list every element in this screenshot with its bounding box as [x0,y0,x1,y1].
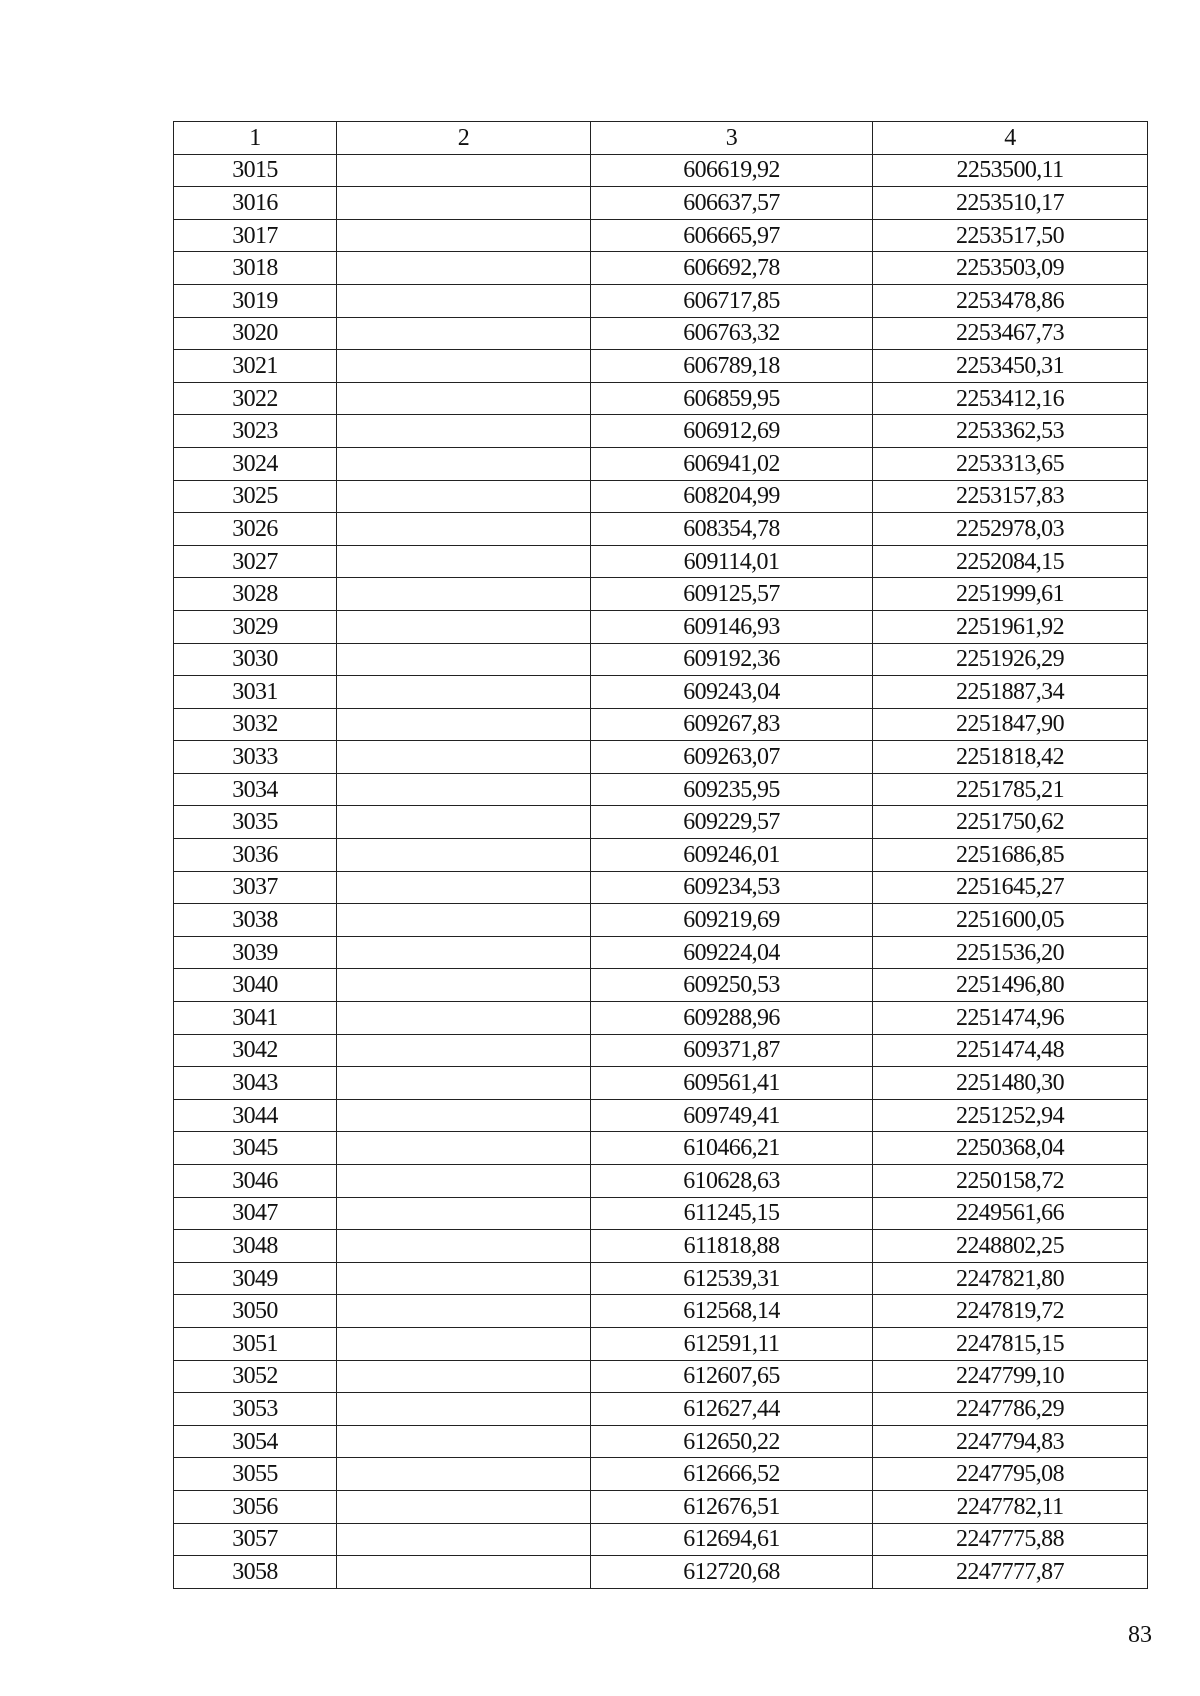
point-number-cell: 3040 [174,969,337,1002]
point-number-cell: 3019 [174,284,337,317]
y-coordinate-cell: 2251474,96 [873,1002,1148,1035]
column-header-2: 2 [337,122,591,155]
y-coordinate-cell: 2253503,09 [873,252,1148,285]
empty-cell [337,904,591,937]
empty-cell [337,382,591,415]
point-number-cell: 3026 [174,513,337,546]
empty-cell [337,1262,591,1295]
empty-cell [337,1327,591,1360]
table-row [174,1067,1148,1100]
point-number-cell: 3046 [174,1165,337,1198]
x-coordinate-cell: 609250,53 [591,969,873,1002]
y-coordinate-cell: 2247782,11 [873,1490,1148,1523]
table-row [174,350,1148,383]
point-number-cell: 3051 [174,1327,337,1360]
y-coordinate-cell: 2252084,15 [873,545,1148,578]
point-number-cell: 3044 [174,1099,337,1132]
table-row [174,1425,1148,1458]
y-coordinate-cell: 2253517,50 [873,219,1148,252]
empty-cell [337,219,591,252]
point-number-cell: 3049 [174,1262,337,1295]
point-number-cell: 3034 [174,773,337,806]
x-coordinate-cell: 609234,53 [591,871,873,904]
table-row [174,219,1148,252]
empty-cell [337,676,591,709]
table-row [174,447,1148,480]
table-row [174,1034,1148,1067]
y-coordinate-cell: 2251252,94 [873,1099,1148,1132]
y-coordinate-cell: 2253467,73 [873,317,1148,350]
empty-cell [337,415,591,448]
point-number-cell: 3048 [174,1230,337,1263]
empty-cell [337,284,591,317]
x-coordinate-cell: 611818,88 [591,1230,873,1263]
table-row [174,773,1148,806]
table-row [174,154,1148,187]
point-number-cell: 3052 [174,1360,337,1393]
point-number-cell: 3038 [174,904,337,937]
empty-cell [337,1197,591,1230]
column-header-1: 1 [174,122,337,155]
x-coordinate-cell: 606692,78 [591,252,873,285]
empty-cell [337,806,591,839]
table-row [174,1002,1148,1035]
empty-cell [337,839,591,872]
table-row [174,415,1148,448]
x-coordinate-cell: 606912,69 [591,415,873,448]
y-coordinate-cell: 2253450,31 [873,350,1148,383]
x-coordinate-cell: 609371,87 [591,1034,873,1067]
table-row [174,1458,1148,1491]
table-row [174,708,1148,741]
point-number-cell: 3018 [174,252,337,285]
x-coordinate-cell: 609146,93 [591,610,873,643]
point-number-cell: 3023 [174,415,337,448]
y-coordinate-cell: 2253510,17 [873,187,1148,220]
table-row [174,1523,1148,1556]
y-coordinate-cell: 2247775,88 [873,1523,1148,1556]
point-number-cell: 3030 [174,643,337,676]
x-coordinate-cell: 609749,41 [591,1099,873,1132]
table-row [174,1295,1148,1328]
point-number-cell: 3058 [174,1556,337,1589]
table-row [174,1490,1148,1523]
empty-cell [337,187,591,220]
x-coordinate-cell: 608354,78 [591,513,873,546]
empty-cell [337,741,591,774]
empty-cell [337,350,591,383]
y-coordinate-cell: 2250368,04 [873,1132,1148,1165]
point-number-cell: 3056 [174,1490,337,1523]
table-row [174,578,1148,611]
empty-cell [337,1034,591,1067]
table-row [174,480,1148,513]
x-coordinate-cell: 606637,57 [591,187,873,220]
table-row [174,904,1148,937]
x-coordinate-cell: 606763,32 [591,317,873,350]
empty-cell [337,936,591,969]
empty-cell [337,1360,591,1393]
empty-cell [337,1295,591,1328]
x-coordinate-cell: 612666,52 [591,1458,873,1491]
x-coordinate-cell: 609243,04 [591,676,873,709]
point-number-cell: 3050 [174,1295,337,1328]
y-coordinate-cell: 2253412,16 [873,382,1148,415]
x-coordinate-cell: 609219,69 [591,904,873,937]
table-row [174,545,1148,578]
y-coordinate-cell: 2247795,08 [873,1458,1148,1491]
y-coordinate-cell: 2247794,83 [873,1425,1148,1458]
table-row [174,806,1148,839]
empty-cell [337,1099,591,1132]
point-number-cell: 3036 [174,839,337,872]
x-coordinate-cell: 612676,51 [591,1490,873,1523]
x-coordinate-cell: 606859,95 [591,382,873,415]
table-row [174,1132,1148,1165]
x-coordinate-cell: 610466,21 [591,1132,873,1165]
empty-cell [337,708,591,741]
coordinates-table [173,121,1148,1589]
table-row [174,284,1148,317]
table-row [174,382,1148,415]
empty-cell [337,1067,591,1100]
point-number-cell: 3042 [174,1034,337,1067]
y-coordinate-cell: 2251847,90 [873,708,1148,741]
x-coordinate-cell: 609125,57 [591,578,873,611]
empty-cell [337,480,591,513]
table-row [174,741,1148,774]
empty-cell [337,154,591,187]
point-number-cell: 3041 [174,1002,337,1035]
table-row [174,252,1148,285]
empty-cell [337,1523,591,1556]
empty-cell [337,447,591,480]
empty-cell [337,1458,591,1491]
x-coordinate-cell: 609263,07 [591,741,873,774]
empty-cell [337,513,591,546]
point-number-cell: 3017 [174,219,337,252]
x-coordinate-cell: 612591,11 [591,1327,873,1360]
x-coordinate-cell: 606619,92 [591,154,873,187]
point-number-cell: 3053 [174,1393,337,1426]
y-coordinate-cell: 2247821,80 [873,1262,1148,1295]
empty-cell [337,969,591,1002]
point-number-cell: 3028 [174,578,337,611]
y-coordinate-cell: 2251474,48 [873,1034,1148,1067]
y-coordinate-cell: 2251887,34 [873,676,1148,709]
table-row [174,643,1148,676]
x-coordinate-cell: 609192,36 [591,643,873,676]
empty-cell [337,643,591,676]
empty-cell [337,317,591,350]
table-header-row [174,122,1148,155]
table-row [174,1327,1148,1360]
empty-cell [337,1556,591,1589]
x-coordinate-cell: 609229,57 [591,806,873,839]
y-coordinate-cell: 2253500,11 [873,154,1148,187]
x-coordinate-cell: 609561,41 [591,1067,873,1100]
empty-cell [337,610,591,643]
y-coordinate-cell: 2247819,72 [873,1295,1148,1328]
point-number-cell: 3055 [174,1458,337,1491]
y-coordinate-cell: 2251926,29 [873,643,1148,676]
table-row [174,1556,1148,1589]
x-coordinate-cell: 610628,63 [591,1165,873,1198]
x-coordinate-cell: 612694,61 [591,1523,873,1556]
y-coordinate-cell: 2251785,21 [873,773,1148,806]
point-number-cell: 3015 [174,154,337,187]
table-row [174,676,1148,709]
empty-cell [337,1165,591,1198]
y-coordinate-cell: 2252978,03 [873,513,1148,546]
x-coordinate-cell: 609288,96 [591,1002,873,1035]
point-number-cell: 3039 [174,936,337,969]
x-coordinate-cell: 612539,31 [591,1262,873,1295]
point-number-cell: 3047 [174,1197,337,1230]
y-coordinate-cell: 2247815,15 [873,1327,1148,1360]
empty-cell [337,1002,591,1035]
y-coordinate-cell: 2253157,83 [873,480,1148,513]
x-coordinate-cell: 606717,85 [591,284,873,317]
y-coordinate-cell: 2251496,80 [873,969,1148,1002]
table-row [174,317,1148,350]
table-row [174,936,1148,969]
empty-cell [337,578,591,611]
x-coordinate-cell: 609114,01 [591,545,873,578]
column-header-3: 3 [591,122,873,155]
x-coordinate-cell: 608204,99 [591,480,873,513]
x-coordinate-cell: 609267,83 [591,708,873,741]
point-number-cell: 3057 [174,1523,337,1556]
table-row [174,1197,1148,1230]
table-row [174,1360,1148,1393]
point-number-cell: 3045 [174,1132,337,1165]
empty-cell [337,1230,591,1263]
point-number-cell: 3025 [174,480,337,513]
table-row [174,871,1148,904]
y-coordinate-cell: 2251999,61 [873,578,1148,611]
table-row [174,1393,1148,1426]
y-coordinate-cell: 2249561,66 [873,1197,1148,1230]
point-number-cell: 3022 [174,382,337,415]
empty-cell [337,545,591,578]
table-row [174,969,1148,1002]
table-body [174,154,1148,1588]
point-number-cell: 3016 [174,187,337,220]
y-coordinate-cell: 2253362,53 [873,415,1148,448]
x-coordinate-cell: 612650,22 [591,1425,873,1458]
x-coordinate-cell: 609246,01 [591,839,873,872]
y-coordinate-cell: 2248802,25 [873,1230,1148,1263]
y-coordinate-cell: 2251600,05 [873,904,1148,937]
point-number-cell: 3027 [174,545,337,578]
point-number-cell: 3037 [174,871,337,904]
x-coordinate-cell: 606941,02 [591,447,873,480]
point-number-cell: 3043 [174,1067,337,1100]
empty-cell [337,871,591,904]
table-row [174,1230,1148,1263]
empty-cell [337,773,591,806]
y-coordinate-cell: 2251480,30 [873,1067,1148,1100]
y-coordinate-cell: 2253478,86 [873,284,1148,317]
y-coordinate-cell: 2253313,65 [873,447,1148,480]
point-number-cell: 3054 [174,1425,337,1458]
empty-cell [337,1490,591,1523]
y-coordinate-cell: 2250158,72 [873,1165,1148,1198]
table-row [174,1165,1148,1198]
table-row [174,187,1148,220]
point-number-cell: 3032 [174,708,337,741]
column-header-4: 4 [873,122,1148,155]
y-coordinate-cell: 2251686,85 [873,839,1148,872]
page-number: 83 [1128,1622,1152,1648]
x-coordinate-cell: 611245,15 [591,1197,873,1230]
y-coordinate-cell: 2251645,27 [873,871,1148,904]
empty-cell [337,252,591,285]
y-coordinate-cell: 2251818,42 [873,741,1148,774]
point-number-cell: 3020 [174,317,337,350]
table-row [174,839,1148,872]
y-coordinate-cell: 2251961,92 [873,610,1148,643]
table-row [174,610,1148,643]
table-row [174,1262,1148,1295]
x-coordinate-cell: 612720,68 [591,1556,873,1589]
point-number-cell: 3033 [174,741,337,774]
empty-cell [337,1132,591,1165]
point-number-cell: 3021 [174,350,337,383]
x-coordinate-cell: 612627,44 [591,1393,873,1426]
point-number-cell: 3035 [174,806,337,839]
point-number-cell: 3024 [174,447,337,480]
empty-cell [337,1425,591,1458]
x-coordinate-cell: 606665,97 [591,219,873,252]
table-row [174,513,1148,546]
y-coordinate-cell: 2247777,87 [873,1556,1148,1589]
x-coordinate-cell: 609224,04 [591,936,873,969]
y-coordinate-cell: 2247786,29 [873,1393,1148,1426]
x-coordinate-cell: 612607,65 [591,1360,873,1393]
x-coordinate-cell: 609235,95 [591,773,873,806]
y-coordinate-cell: 2251536,20 [873,936,1148,969]
table-row [174,1099,1148,1132]
y-coordinate-cell: 2247799,10 [873,1360,1148,1393]
y-coordinate-cell: 2251750,62 [873,806,1148,839]
x-coordinate-cell: 606789,18 [591,350,873,383]
point-number-cell: 3031 [174,676,337,709]
point-number-cell: 3029 [174,610,337,643]
x-coordinate-cell: 612568,14 [591,1295,873,1328]
empty-cell [337,1393,591,1426]
